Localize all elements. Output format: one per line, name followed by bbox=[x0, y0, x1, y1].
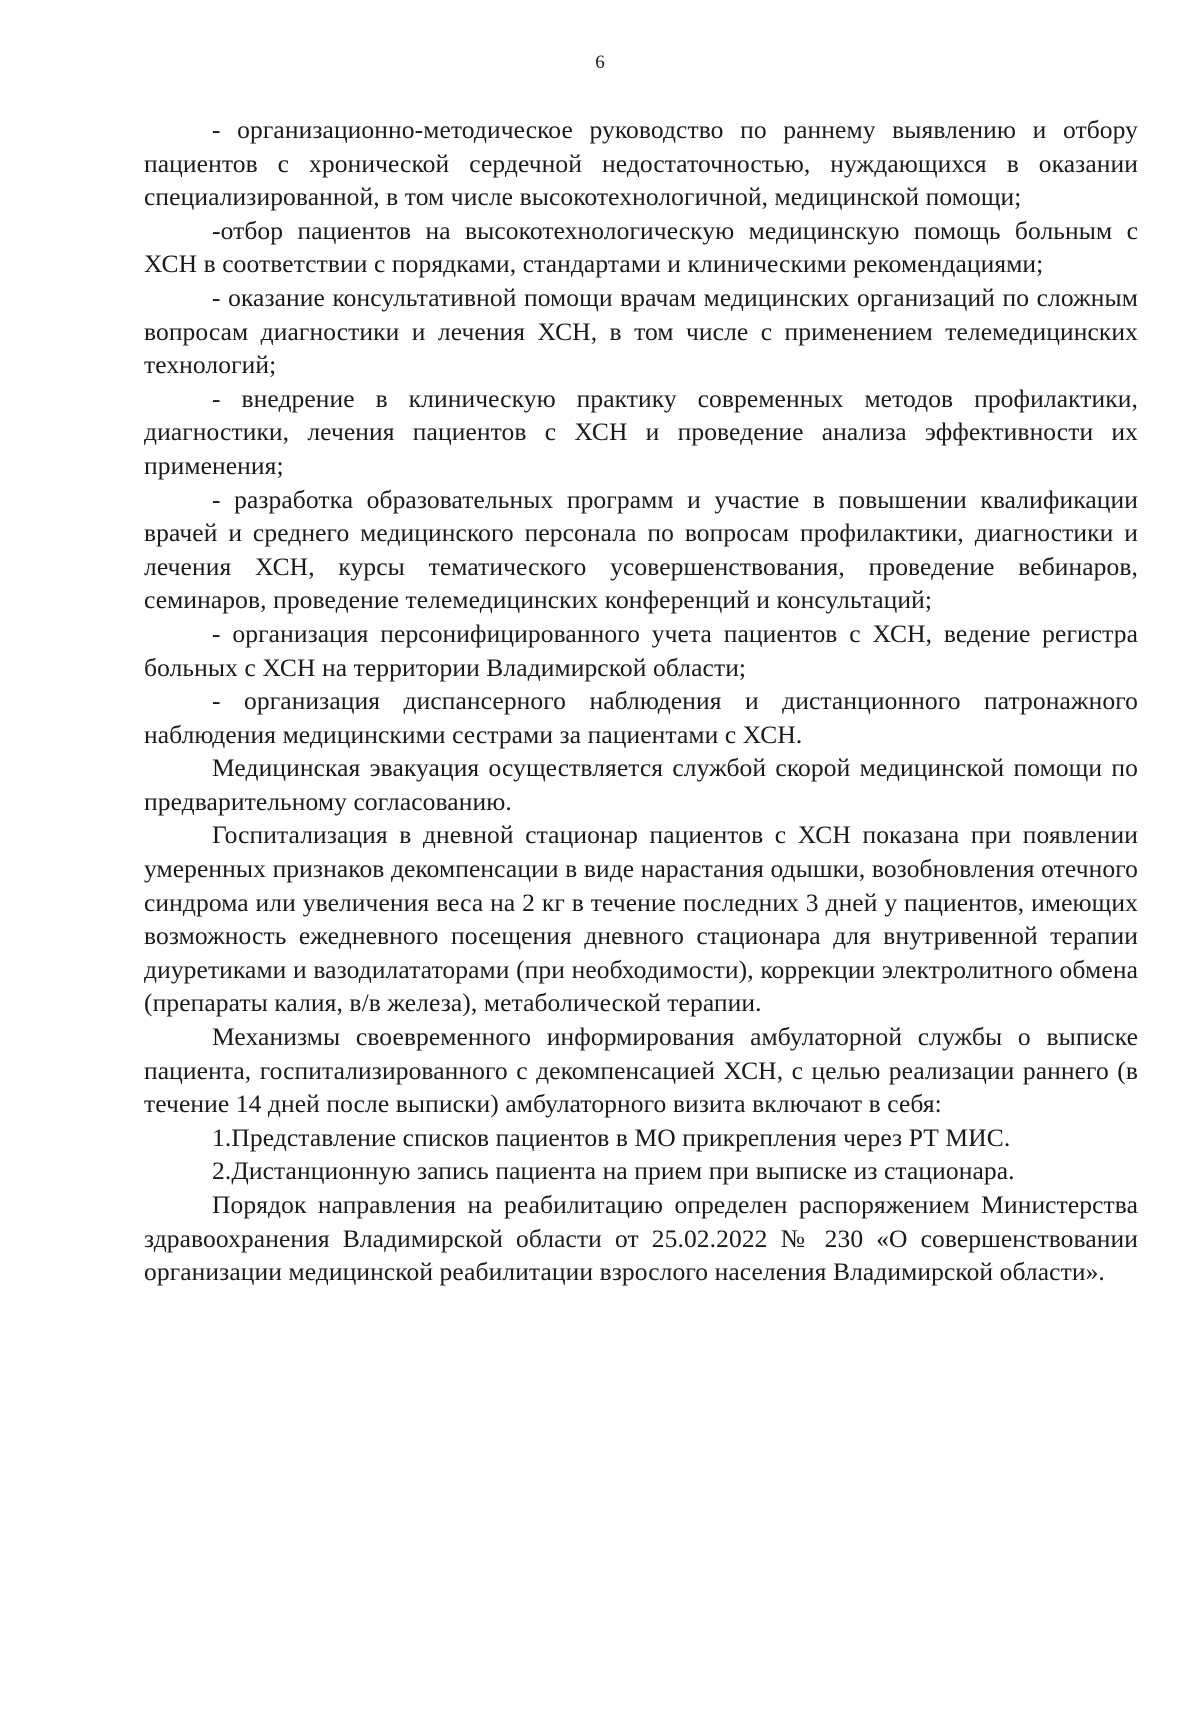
paragraph-medical-evacuation: Медицинская эвакуация осуществляется службой скорой медицинской помощи по предварительному согласованию. bbox=[144, 753, 1138, 816]
paragraph-list-item-2: 2.Дистанционную запись пациента на прием при выписке из стационара. bbox=[212, 1156, 1015, 1186]
paragraph-education-programs: - разработка образовательных программ и участие в повышении квалификации врачей и среднего медицинского персонала по вопросам профилактики, диагностики и лечения ХСН, курсы тематического усовершенствования, проведение вебинаров, семинаров, проведение телемедицинских конференций и консультаций; bbox=[144, 484, 1138, 615]
paragraph-patient-selection: -отбор пациентов на высокотехнологическую медицинскую помощь больным с ХСН в соответствии с порядками, стандартами и клиническими рекомендациями; bbox=[144, 215, 1138, 279]
paragraph-informing-mechanisms: Механизмы своевременного информирования амбулаторной службы о выписке пациента, госпитализированного с декомпенсацией ХСН, с целью реализации раннего (в течение 14 дней после выписки) амбулаторного визита включают в себя: bbox=[144, 1022, 1138, 1119]
paragraph-patient-registry: - организация персонифицированного учета пациентов с ХСН, ведение регистра больных с ХСН на территории Владимирской области; bbox=[144, 618, 1138, 682]
paragraph-day-hospital: Госпитализация в дневной стационар пациентов с ХСН показана при появлении умеренных признаков декомпенсации в виде нарастания одышки, возобновления отечного синдрома или увеличения веса на 2 кг в течение последних 3 дней у пациентов, имеющих возможность ежедневного посещения дневного стационара для внутривенной терапии диуретиками и вазодилататорами (при необходимости), коррекции электролитного обмена (препараты калия, в/в железа), метаболической терапии. bbox=[144, 820, 1138, 1018]
paragraph-rehabilitation-order: Порядок направления на реабилитацию определен распоряжением Министерства здравоохранения Владимирской области от 25.02.2022 № 230 «О совершенствовании организации медицинской реабилитации взрослого населения Владимирской области». bbox=[144, 1190, 1138, 1287]
paragraph-list-item-1: 1.Представление списков пациентов в МО прикрепления через РТ МИС. bbox=[212, 1122, 1011, 1152]
document-body bbox=[144, 113, 1138, 1289]
page-number: 6 bbox=[595, 52, 605, 73]
paragraph-dispensary-observation: - организация диспансерного наблюдения и дистанционного патронажного наблюдения медицинскими сестрами за пациентами с ХСН. bbox=[144, 686, 1138, 749]
paragraph-consultative-help: - оказание консультативной помощи врачам медицинских организаций по сложным вопросам диагностики и лечения ХСН, в том числе с применением телемедицинских технологий; bbox=[144, 282, 1138, 380]
paragraph-methodical-guidance: - организационно-методическое руководство по раннему выявлению и отбору пациентов с хронической сердечной недостаточностью, нуждающихся в оказании специализированной, в том числе высокотехнологичной, медицинской помощи; bbox=[144, 115, 1138, 212]
paragraph-clinical-practice: - внедрение в клиническую практику современных методов профилактики, диагностики, лечения пациентов с ХСН и проведение анализа эффективности их применения; bbox=[144, 383, 1138, 480]
